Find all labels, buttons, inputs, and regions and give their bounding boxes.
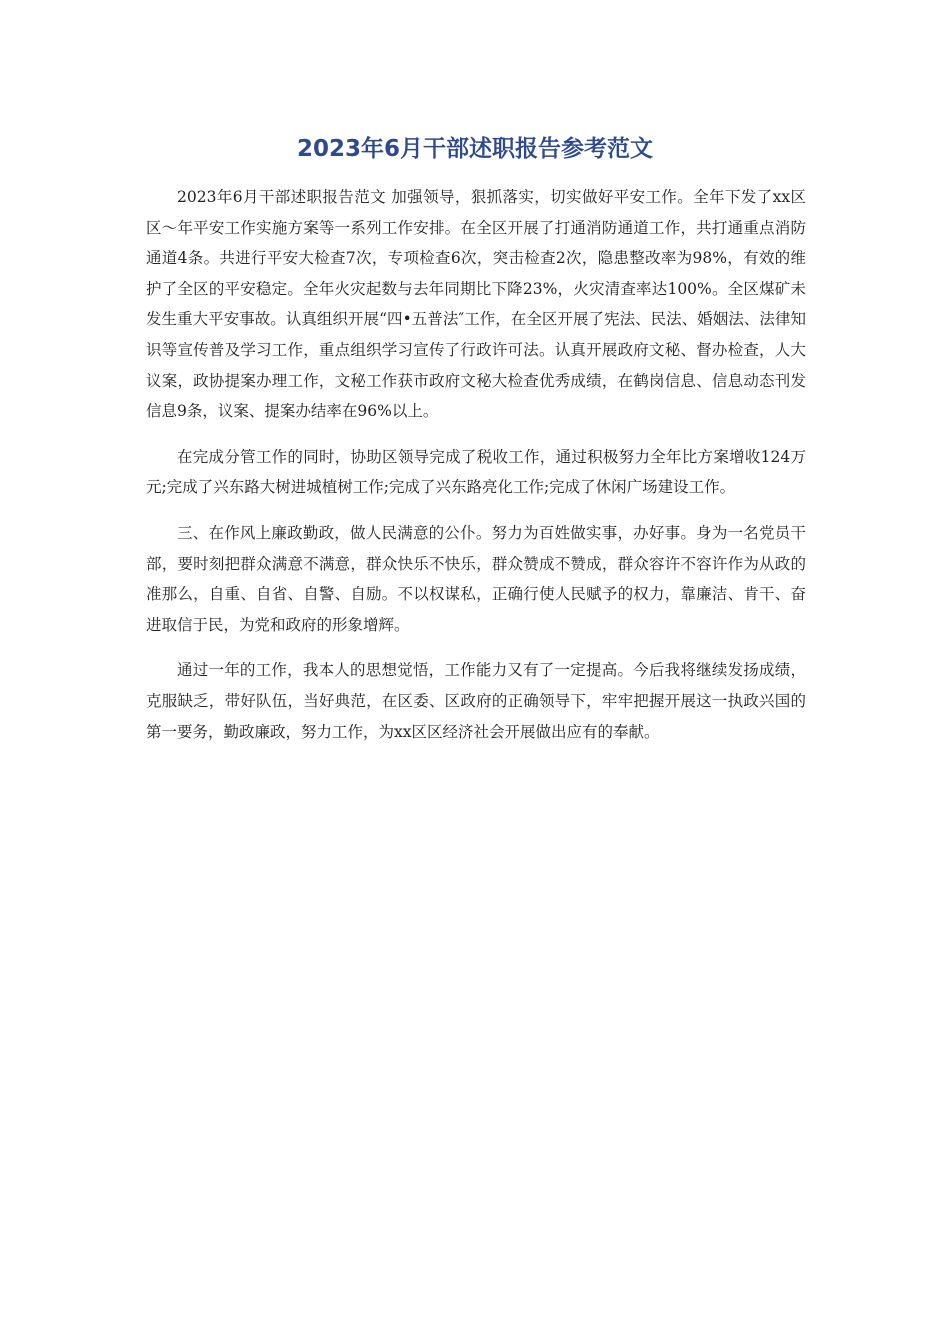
document-title: 2023年6月干部述职报告参考范文 [296, 136, 654, 162]
document-body [146, 182, 806, 762]
paragraph-integrity: 三、在作风上廉政勤政，做人民满意的公仆。努力为百姓做实事，办好事。身为一名党员干部，要时刻把群众满意不满意，群众快乐不快乐，群众赞成不赞成，群众容许不容许作为从政的准那么，自重、自省、自警、自励。不以权谋私，正确行使人民赋予的权力，靠廉洁、肯干、奋进取信于民，为党和政府的形象增辉。 [146, 523, 806, 634]
paragraph-conclusion: 通过一年的工作，我本人的思想觉悟，工作能力又有了一定提高。今后我将继续发扬成绩，克服缺乏，带好队伍，当好典范，在区委、区政府的正确领导下，牢牢把握开展这一执政兴国的第一要务，勤政廉政，努力工作，为xx区区经济社会开展做出应有的奉献。 [146, 661, 806, 741]
paragraph-safety-work: 2023年6月干部述职报告范文 加强领导，狠抓落实，切实做好平安工作。全年下发了xx区区～年平安工作实施方案等一系列工作安排。在全区开展了打通消防通道工作，共打通重点消防通道4条。共进行平安大检查7次，专项检查6次，突击检查2次，隐患整改率为98%，有效的维护了全区的平安稳定。全年火灾起数与去年同期比下降23%，火灾清查率达100%。全区煤矿未发生重大平安事故。认真组织开展“四•五普法″工作，在全区开展了宪法、民法、婚姻法、法律知识等宣传普及学习工作，重点组织学习宣传了行政许可法。认真开展政府文秘、督办检查，人大议案，政协提案办理工作，文秘工作获市政府文秘大检查优秀成绩，在鹤岗信息、信息动态刊发信息9条，议案、提案办结率在96%以上。 [146, 188, 806, 421]
paragraph-assist-leadership: 在完成分管工作的同时，协助区领导完成了税收工作，通过积极努力全年比方案增收124万元;完成了兴东路大树进城植树工作;完成了兴东路亮化工作;完成了休闲广场建设工作。 [146, 447, 806, 497]
